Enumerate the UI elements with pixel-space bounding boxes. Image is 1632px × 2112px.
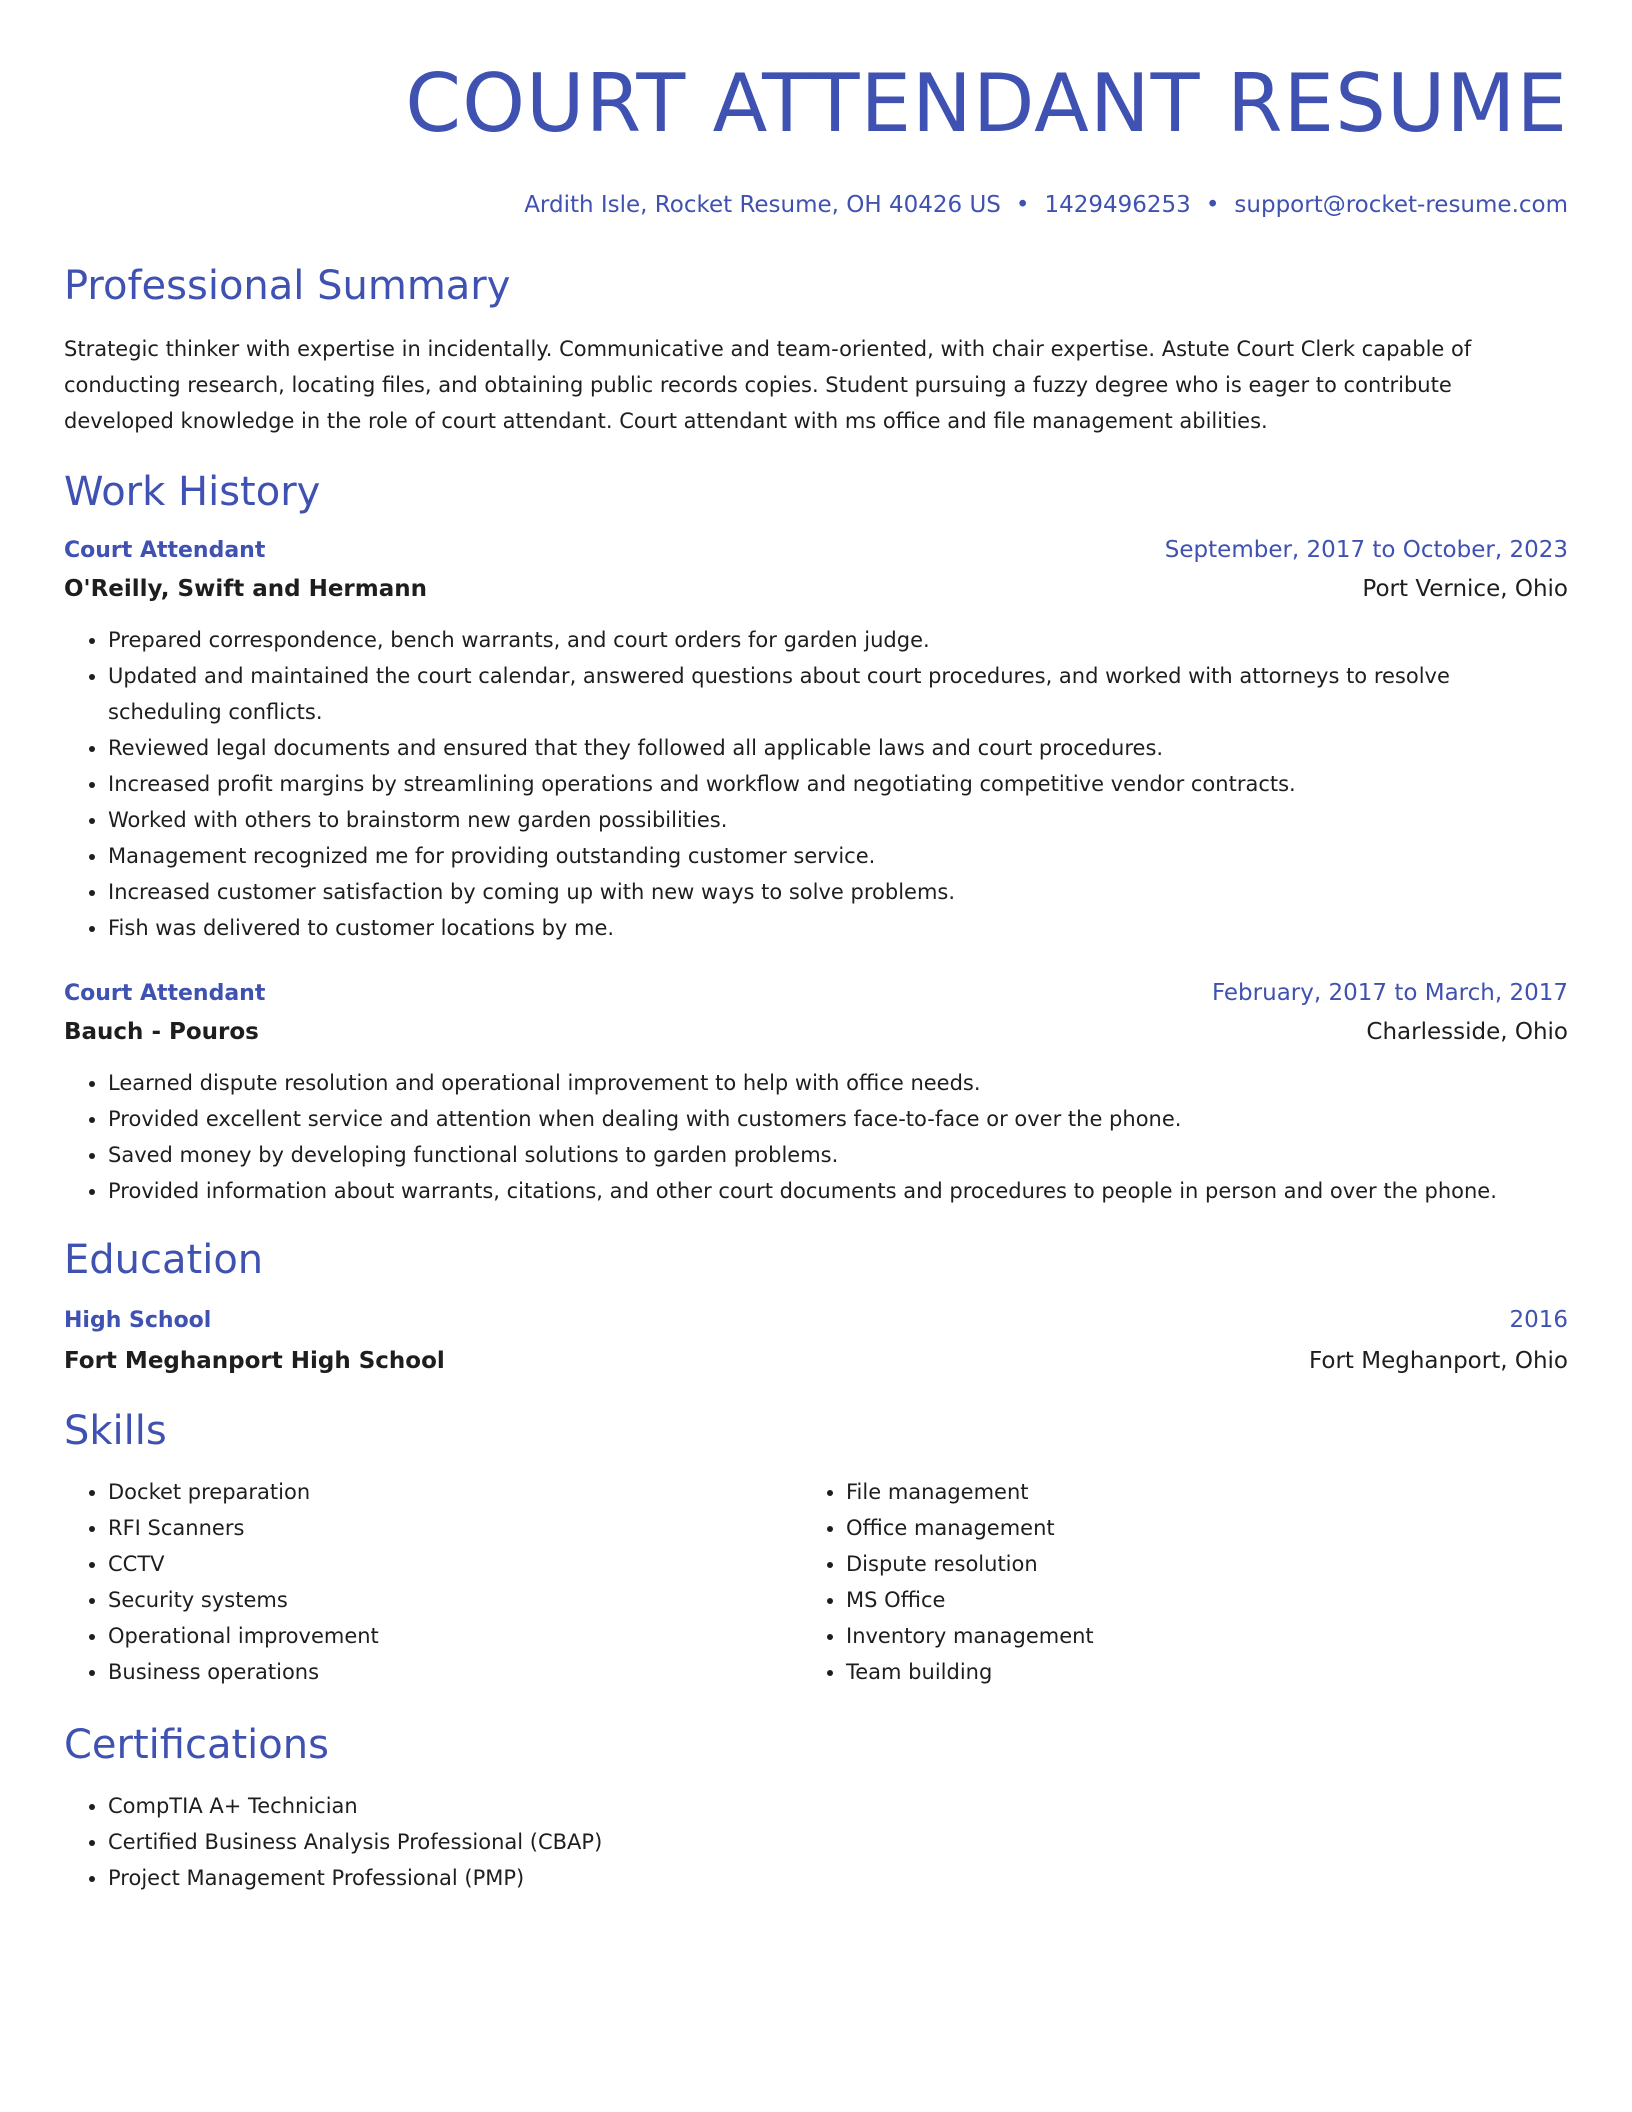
- education-entry: [64, 1305, 1568, 1376]
- education-school: Fort Meghanport High School: [64, 1348, 445, 1374]
- skill-item: • Docket preparation: [108, 1474, 802, 1510]
- skills-heading: Skills: [64, 1408, 167, 1454]
- skill-item: • Business operations: [108, 1654, 802, 1690]
- job-entry: [64, 535, 1568, 946]
- resume-header: [64, 56, 1568, 220]
- job-bullet: • Learned dispute resolution and operational improvement to help with office needs.: [108, 1065, 1568, 1101]
- summary-text: Strategic thinker with expertise in incidentally. Communicative and team-oriented, with chair expertise. Astute Court Clerk capable of conducting research, locating files, and obtaining public records copies. Student pursuing a fuzzy degree who is eager to contribute developed knowledge in the role of court attendant. Court attendant with ms office and file management abilities.: [64, 337, 1472, 433]
- certifications-heading: Certifications: [64, 1722, 329, 1768]
- job-header-row: [64, 535, 1568, 566]
- education-heading: Education: [64, 1237, 264, 1283]
- job-bullet: • Reviewed legal documents and ensured that they followed all applicable laws and court procedures.: [108, 730, 1568, 766]
- job-entry: [64, 978, 1568, 1209]
- job-bullet: • Worked with others to brainstorm new garden possibilities.: [108, 802, 1568, 838]
- job-bullet: • Prepared correspondence, bench warrants, and court orders for garden judge.: [108, 622, 1568, 658]
- contact-phone: 1429496253: [1044, 192, 1191, 218]
- work-history-heading: Work History: [64, 469, 321, 515]
- job-bullet: • Saved money by developing functional solutions to garden problems.: [108, 1137, 1568, 1173]
- certification-item: • Certified Business Analysis Professional (CBAP): [108, 1824, 1568, 1860]
- work-history-section: [64, 467, 1568, 1209]
- job-bullets: [64, 1065, 1568, 1209]
- skills-column-right: [802, 1474, 1540, 1690]
- job-company: Bauch - Pouros: [64, 1019, 259, 1045]
- summary-section: [64, 261, 1568, 439]
- job-dates: February, 2017 to March, 2017: [1211, 980, 1568, 1006]
- job-title: Court Attendant: [64, 538, 266, 563]
- job-bullets: [64, 622, 1568, 946]
- certifications-section: [64, 1720, 1568, 1896]
- job-company-row: [64, 574, 1568, 604]
- job-header-row: [64, 978, 1568, 1009]
- summary-heading: Professional Summary: [64, 263, 511, 309]
- contact-email: support@rocket-resume.com: [1234, 192, 1568, 218]
- contact-separator: •: [1205, 192, 1220, 218]
- job-location: Charlesside, Ohio: [1366, 1019, 1568, 1045]
- certifications-list: [64, 1788, 1568, 1896]
- job-bullet: • Fish was delivered to customer locations by me.: [108, 910, 1568, 946]
- skills-column-left: [64, 1474, 802, 1690]
- education-school-row: [64, 1346, 1568, 1376]
- education-degree: High School: [64, 1308, 212, 1333]
- education-year: 2016: [1509, 1307, 1568, 1333]
- job-bullet: • Increased profit margins by streamlining operations and workflow and negotiating competitive vendor contracts.: [108, 766, 1568, 802]
- contact-line: [64, 190, 1568, 220]
- skill-item: • CCTV: [108, 1546, 802, 1582]
- education-header-row: [64, 1305, 1568, 1336]
- job-bullet: • Management recognized me for providing outstanding customer service.: [108, 838, 1568, 874]
- skill-item: • Operational improvement: [108, 1618, 802, 1654]
- certification-item: • Project Management Professional (PMP): [108, 1860, 1568, 1896]
- skill-item: • Dispute resolution: [846, 1546, 1540, 1582]
- skill-item: • RFI Scanners: [108, 1510, 802, 1546]
- education-location: Fort Meghanport, Ohio: [1308, 1348, 1568, 1374]
- skill-item: • Security systems: [108, 1582, 802, 1618]
- job-dates: September, 2017 to October, 2023: [1164, 537, 1568, 563]
- job-location: Port Vernice, Ohio: [1362, 576, 1568, 602]
- skill-item: • Team building: [846, 1654, 1540, 1690]
- certification-item: • CompTIA A+ Technician: [108, 1788, 1568, 1824]
- job-bullet: • Updated and maintained the court calendar, answered questions about court procedures, and worked with attorneys to resolve scheduling conflicts.: [108, 658, 1568, 730]
- skill-item: • Office management: [846, 1510, 1540, 1546]
- job-bullet: • Increased customer satisfaction by coming up with new ways to solve problems.: [108, 874, 1568, 910]
- skills-section: [64, 1406, 1568, 1690]
- skill-item: • File management: [846, 1474, 1540, 1510]
- skill-item: • MS Office: [846, 1582, 1540, 1618]
- job-bullet: • Provided information about warrants, citations, and other court documents and procedures to people in person and over the phone.: [108, 1173, 1568, 1209]
- job-title: Court Attendant: [64, 981, 266, 1006]
- skills-grid: [64, 1474, 1568, 1690]
- job-company-row: [64, 1017, 1568, 1047]
- job-bullet: • Provided excellent service and attention when dealing with customers face-to-face or over the phone.: [108, 1101, 1568, 1137]
- education-section: [64, 1235, 1568, 1376]
- resume-title: COURT ATTENDANT RESUME: [405, 57, 1568, 150]
- contact-separator: •: [1015, 192, 1030, 218]
- job-company: O'Reilly, Swift and Hermann: [64, 576, 428, 602]
- contact-address: Ardith Isle, Rocket Resume, OH 40426 US: [524, 192, 1001, 218]
- skill-item: • Inventory management: [846, 1618, 1540, 1654]
